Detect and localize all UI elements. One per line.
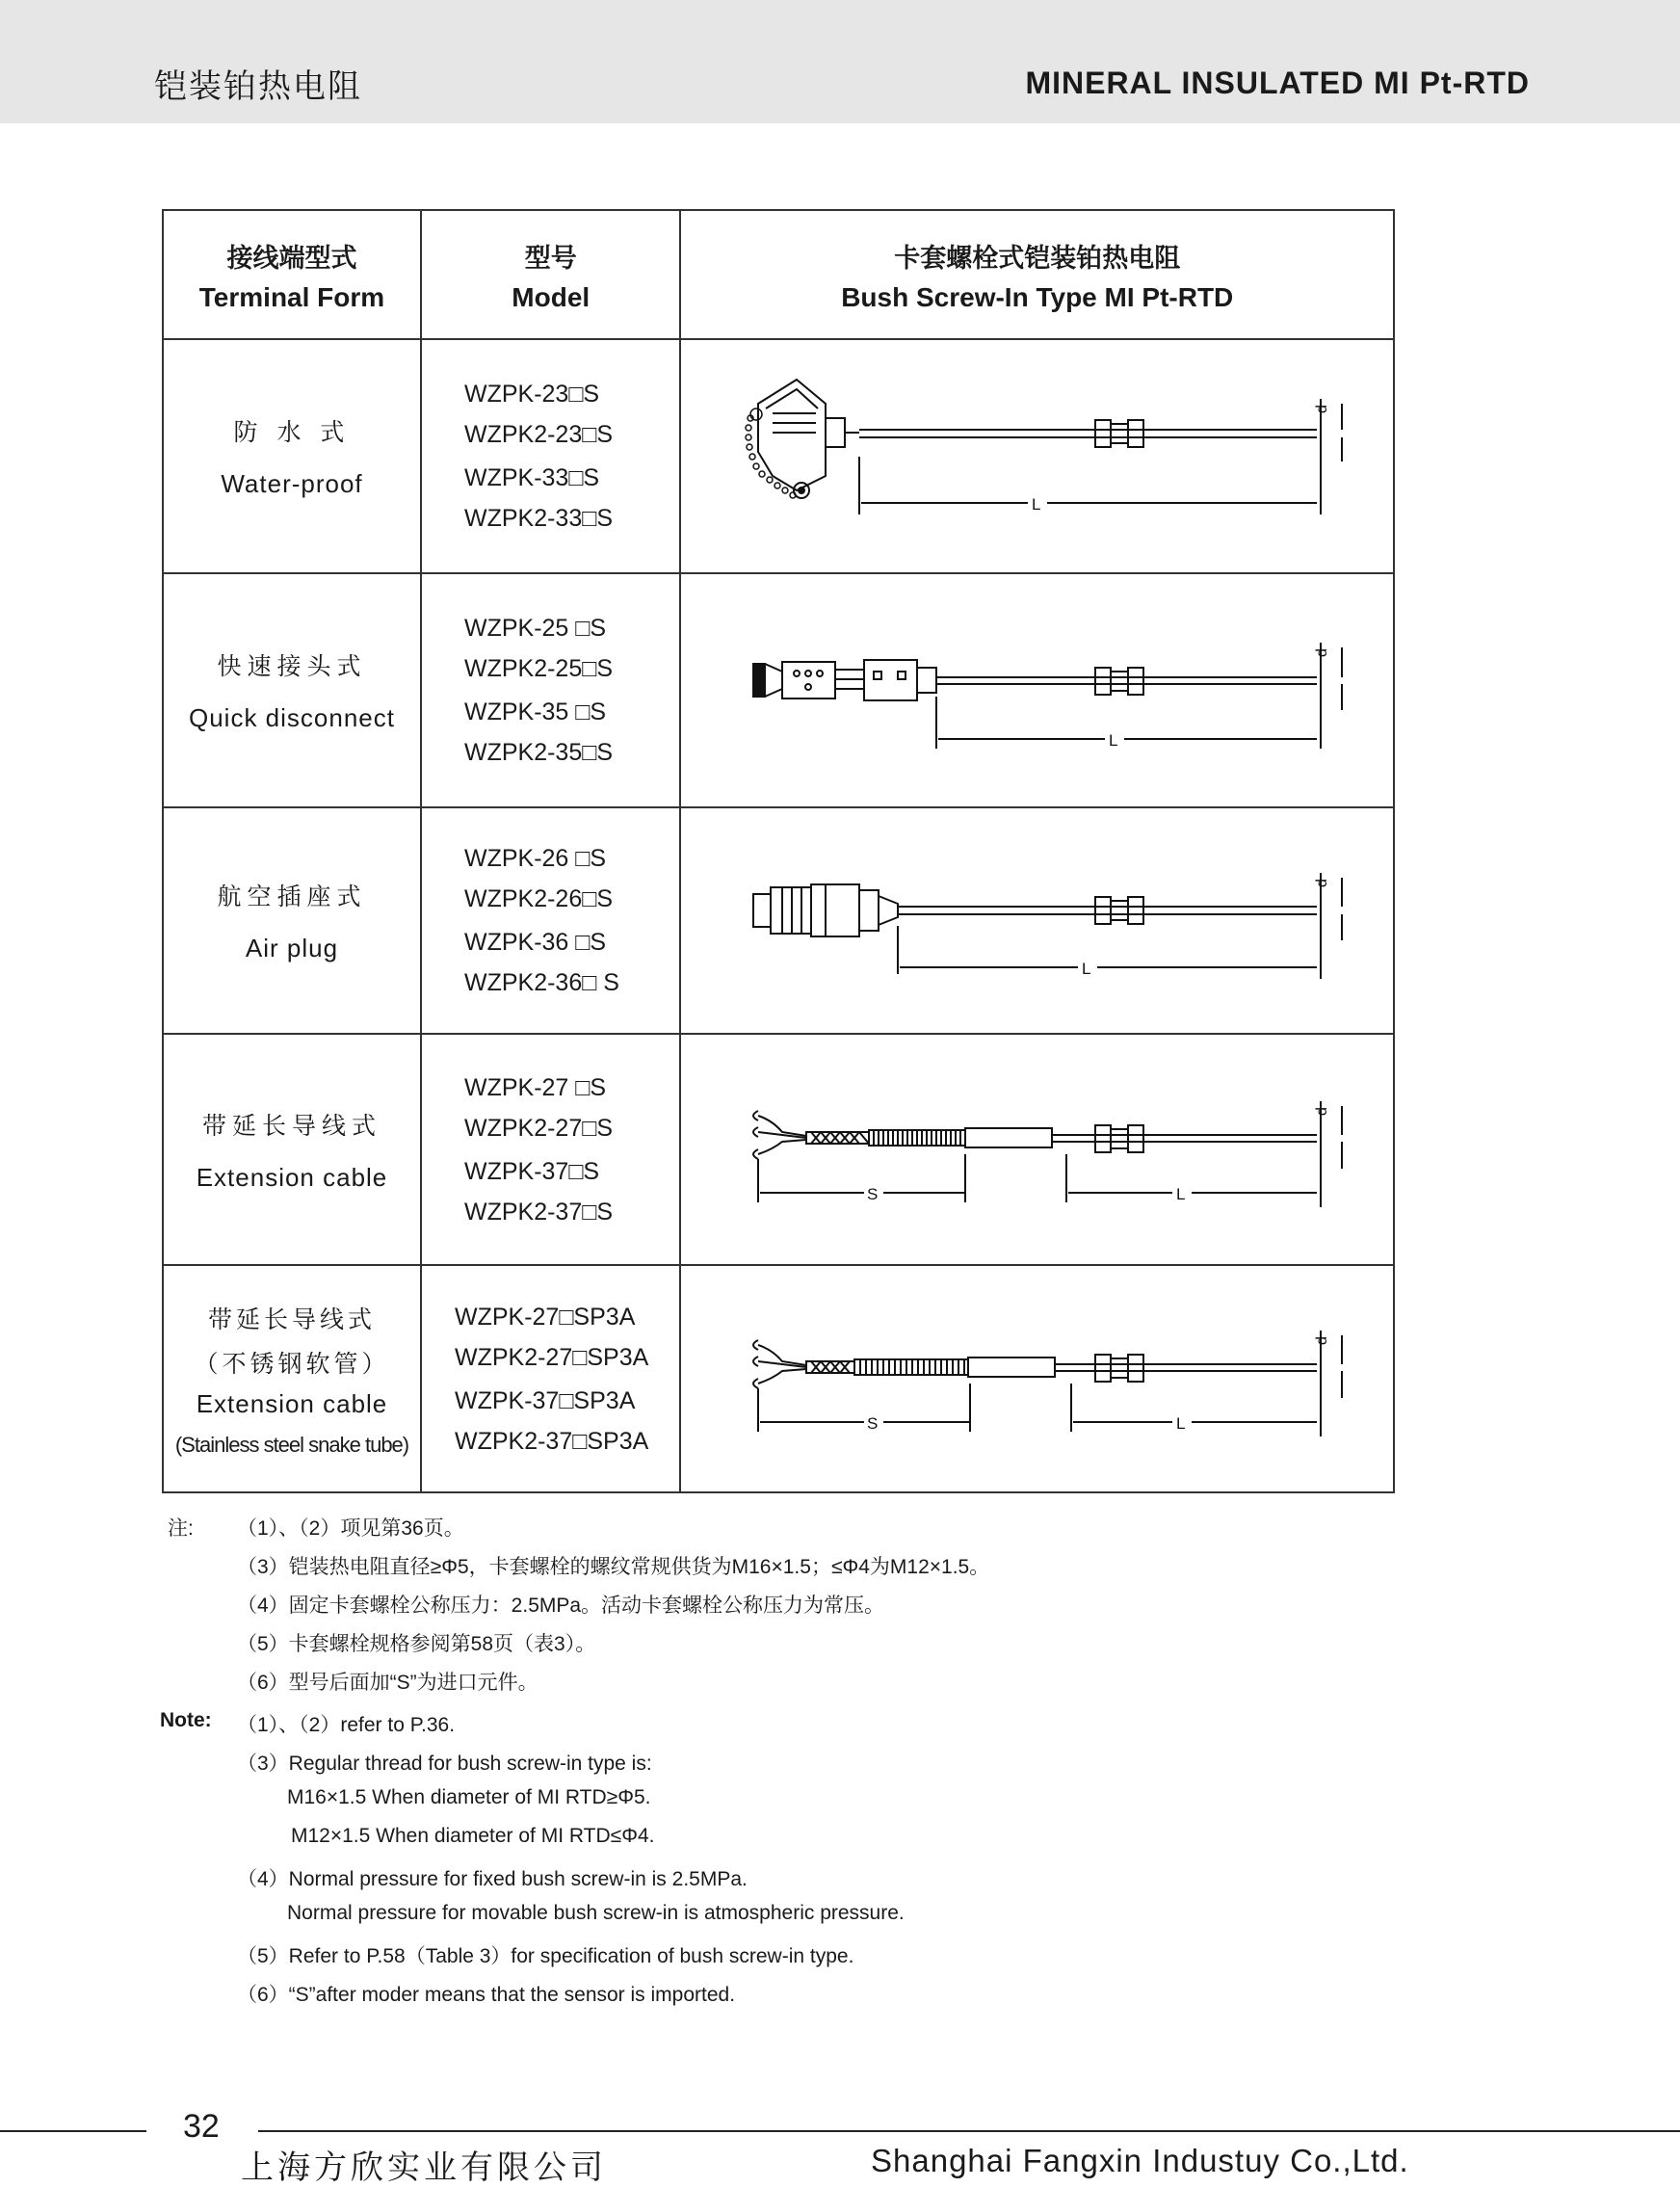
model-code: WZPK2-35□S <box>463 739 614 766</box>
bush-screw-fitting <box>1095 1355 1143 1382</box>
drawing-cell <box>680 1034 1394 1265</box>
model-code: WZPK-37□S <box>463 1157 600 1185</box>
header-model-en: Model <box>512 281 591 312</box>
form-name-cn: 航空插座式 <box>217 883 367 910</box>
spring-sleeve <box>869 1130 965 1146</box>
model-code: WZPK2-36□ S <box>463 969 619 996</box>
note-cn: （5）卡套螺栓规格参阅第58页（表3）。 <box>237 1633 596 1655</box>
model-code: WZPK-33□S <box>463 464 600 491</box>
dimension-l-label: L <box>1081 959 1091 978</box>
form-name-en: Water-proof <box>221 469 363 498</box>
terminal-form-cell <box>163 573 421 807</box>
form-name-en: Quick disconnect <box>189 703 395 732</box>
stainless-snake-tube <box>854 1359 968 1375</box>
model-code: WZPK-35 □S <box>463 699 607 725</box>
model-code: WZPK-36 □S <box>463 929 607 956</box>
notes-en-label: Note: <box>160 1709 212 1731</box>
table-row <box>163 1265 1394 1492</box>
model-cell <box>421 807 681 1034</box>
junction-box-head <box>758 380 859 498</box>
table-header-row <box>163 210 1394 339</box>
air-plug-connector <box>753 884 898 936</box>
table-row <box>163 339 1394 573</box>
dimension-d-label: d <box>1313 1107 1330 1116</box>
waterproof-rtd-drawing <box>729 360 1346 553</box>
table-row <box>163 573 1394 807</box>
dimension-l-label: L <box>1031 494 1041 514</box>
cable-lead-wires <box>753 1111 806 1159</box>
transition-sleeve <box>965 1128 1052 1147</box>
form-name-en: Air plug <box>245 934 339 962</box>
header-terminal-cn: 接线端型式 <box>226 243 357 274</box>
bush-screw-fitting <box>1095 420 1143 447</box>
table-row <box>163 1034 1394 1265</box>
header-product <box>680 210 1394 339</box>
model-code: WZPK2-33□S <box>463 505 614 532</box>
model-code: WZPK-27□SP3A <box>454 1303 636 1331</box>
model-cell <box>421 573 681 807</box>
page-header-bar <box>0 0 1680 123</box>
model-code: WZPK2-26□S <box>463 885 614 912</box>
form-name-en-detail: (Stainless steel snake tube) <box>174 1432 409 1457</box>
drawing-cell <box>680 1265 1394 1492</box>
note-en: （5）Refer to P.58（Table 3）for specification of bush screw-in type. <box>237 1945 854 1967</box>
note-en: M12×1.5 When diameter of MI RTD≤Φ4. <box>291 1825 655 1847</box>
model-cell <box>421 1265 681 1492</box>
note-cn: （4）固定卡套螺栓公称压力：2.5MPa。活动卡套螺栓公称压力为常压。 <box>237 1595 885 1617</box>
quick-disconnect-rtd-drawing <box>729 604 1346 778</box>
page-number: 32 <box>183 2108 220 2145</box>
note-cn: （6）型号后面加“S”为进口元件。 <box>237 1672 538 1694</box>
model-code: WZPK-37□SP3A <box>454 1386 636 1414</box>
dimension-s-label: S <box>866 1185 879 1203</box>
form-name-en: Extension cable <box>196 1162 388 1192</box>
model-code: WZPK-25 □S <box>463 615 607 642</box>
header-title-en: MINERAL INSULATED MI Pt-RTD <box>1025 66 1530 100</box>
note-en: （4）Normal pressure for fixed bush screw-in is 2.5MPa. <box>237 1868 748 1890</box>
form-name-cn: 带延长导线式 <box>201 1111 381 1140</box>
terminal-form-cell <box>163 339 421 573</box>
table-row <box>163 807 1394 1034</box>
header-model-cn: 型号 <box>524 243 577 274</box>
air-plug-rtd-drawing <box>729 834 1346 1008</box>
bush-screw-fitting <box>1095 1125 1143 1152</box>
dimension-l-label: L <box>1175 1414 1186 1433</box>
model-code: WZPK2-37□SP3A <box>454 1427 649 1455</box>
header-title-cn: 铠装铂热电阻 <box>154 67 362 106</box>
spec-table <box>162 209 1395 1493</box>
notes-cn-label: 注: <box>168 1517 194 1540</box>
header-product-en: Bush Screw-In Type MI Pt-RTD <box>841 281 1234 312</box>
terminal-form-cell <box>163 1265 421 1492</box>
form-name-cn: 带延长导线式 <box>207 1305 376 1333</box>
dimension-d-label: d <box>1313 1336 1330 1345</box>
snake-tube-rtd-drawing <box>729 1292 1346 1465</box>
model-code: WZPK-23□S <box>463 381 600 408</box>
extension-cable-rtd-drawing <box>729 1063 1346 1236</box>
drawing-cell <box>680 807 1394 1034</box>
company-name-cn: 上海方欣实业有限公司 <box>241 2148 607 2187</box>
note-en: （1）、（2）refer to P.36. <box>237 1714 456 1736</box>
model-code: WZPK-27 □S <box>463 1073 607 1101</box>
model-code: WZPK2-27□SP3A <box>454 1343 649 1371</box>
braided-cable <box>806 1361 854 1373</box>
header-product-cn: 卡套螺栓式铠装铂热电阻 <box>894 243 1181 274</box>
model-code: WZPK-26 □S <box>463 845 607 872</box>
company-name-en: Shanghai Fangxin Industuy Co.,Ltd. <box>871 2143 1409 2178</box>
header-terminal-form <box>163 210 421 339</box>
header-model <box>421 210 681 339</box>
model-code: WZPK2-23□S <box>463 421 614 448</box>
model-code: WZPK2-37□S <box>463 1198 614 1226</box>
bush-screw-fitting <box>1095 897 1143 924</box>
note-en: Normal pressure for movable bush screw-in is atmospheric pressure. <box>287 1902 905 1924</box>
form-name-en: Extension cable <box>196 1388 388 1418</box>
form-name-cn: 快速接头式 <box>217 652 367 680</box>
dimension-l-label: L <box>1108 730 1118 750</box>
footer-rule-left <box>0 2130 146 2132</box>
terminal-form-cell <box>163 1034 421 1265</box>
terminal-form-cell <box>163 807 421 1034</box>
note-en: （6）“S”after moder means that the sensor is imported. <box>237 1984 736 2006</box>
drawing-cell <box>680 339 1394 573</box>
note-cn: （3）铠装热电阻直径≥Φ5，卡套螺栓的螺纹常规供货为M16×1.5；≤Φ4为M12×1.5。 <box>237 1556 990 1578</box>
dimension-d-label: d <box>1313 647 1330 657</box>
header-terminal-en: Terminal Form <box>198 281 385 312</box>
cable-lead-wires <box>753 1340 806 1388</box>
model-code: WZPK2-27□S <box>463 1114 614 1142</box>
bush-screw-fitting <box>1095 668 1143 695</box>
form-name-cn: 防 水 式 <box>233 418 351 446</box>
braided-cable <box>806 1132 869 1144</box>
drawing-cell <box>680 573 1394 807</box>
note-en: （3）Regular thread for bush screw-in type is: <box>237 1753 652 1775</box>
dimension-l-label: L <box>1175 1185 1186 1203</box>
transition-sleeve <box>968 1358 1055 1377</box>
form-name-sub: （不锈钢软管） <box>194 1349 390 1378</box>
footer-rule-right <box>258 2130 1680 2132</box>
note-cn: （1）、（2）项见第36页。 <box>237 1517 464 1540</box>
dimension-s-label: S <box>866 1414 879 1433</box>
model-cell <box>421 339 681 573</box>
quick-connector <box>753 660 936 700</box>
dimension-d-label: d <box>1313 878 1330 887</box>
model-cell <box>421 1034 681 1265</box>
note-en: M16×1.5 When diameter of MI RTD≥Φ5. <box>287 1786 651 1808</box>
dimension-d-label: d <box>1313 404 1330 413</box>
model-code: WZPK2-25□S <box>463 655 614 682</box>
